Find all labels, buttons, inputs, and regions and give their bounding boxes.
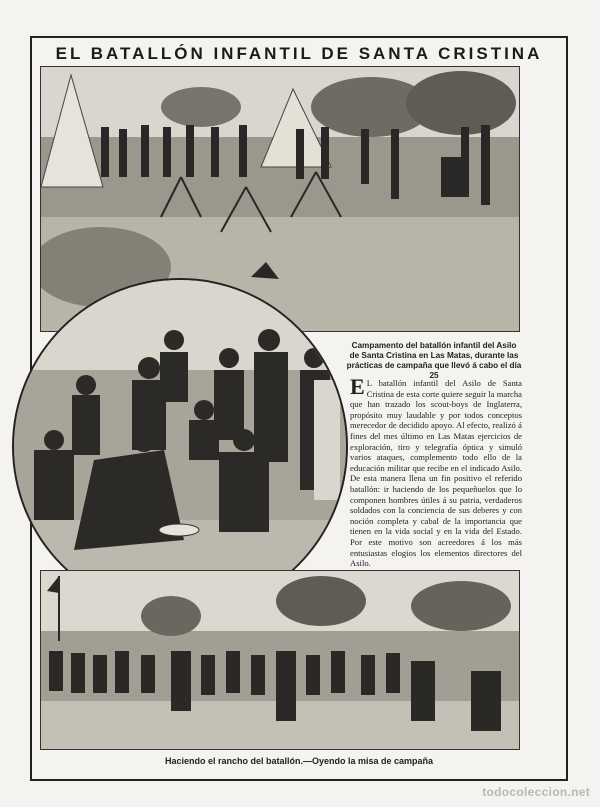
page-title: EL BATALLÓN INFANTIL DE SANTA CRISTINA <box>55 44 543 63</box>
watermark: todocoleccion.net <box>482 785 590 799</box>
misa-photo <box>40 570 520 750</box>
drop-cap: E <box>350 374 365 399</box>
article-body <box>350 374 522 569</box>
article-text: L batallón infantil del Asilo de Santa Cristina de esta corte quiere seguir la marcha que han trazado los scout-boys de Inglaterra, propósito muy laudable y por todos conceptos merecedor de decidido apoyo. Al efecto, realizó á fines del mes último en Las Matas ejercicios de exploración, tiro y telegrafía óptica y simuló varios ataques, complemento todo ello de la educación militar que recibe en el indicado Asilo. De esta manera llena un fin positivo el referido batallón: ir haciendo de los pequeñuelos que lo componen hombres útiles á su patria, verdaderos soldados con la conciencia de sus deberes y con noción completa y cabal de la importancia que tienen en la vida social y en la vida del Estado. Por este motivo son acreedores á los más entusiastas elogios los elementos directores del Asilo. <box>350 378 522 569</box>
photo-caption-camp: Campamento del batallón infantil del Asilo de Santa Cristina en Las Matas, durante las prácticas de campaña que llevó á cabo el día 25 <box>346 341 522 380</box>
rancho-photo <box>12 278 348 615</box>
photo-caption-bottom: Haciendo el rancho del batallón.—Oyendo la misa de campaña <box>164 756 434 766</box>
